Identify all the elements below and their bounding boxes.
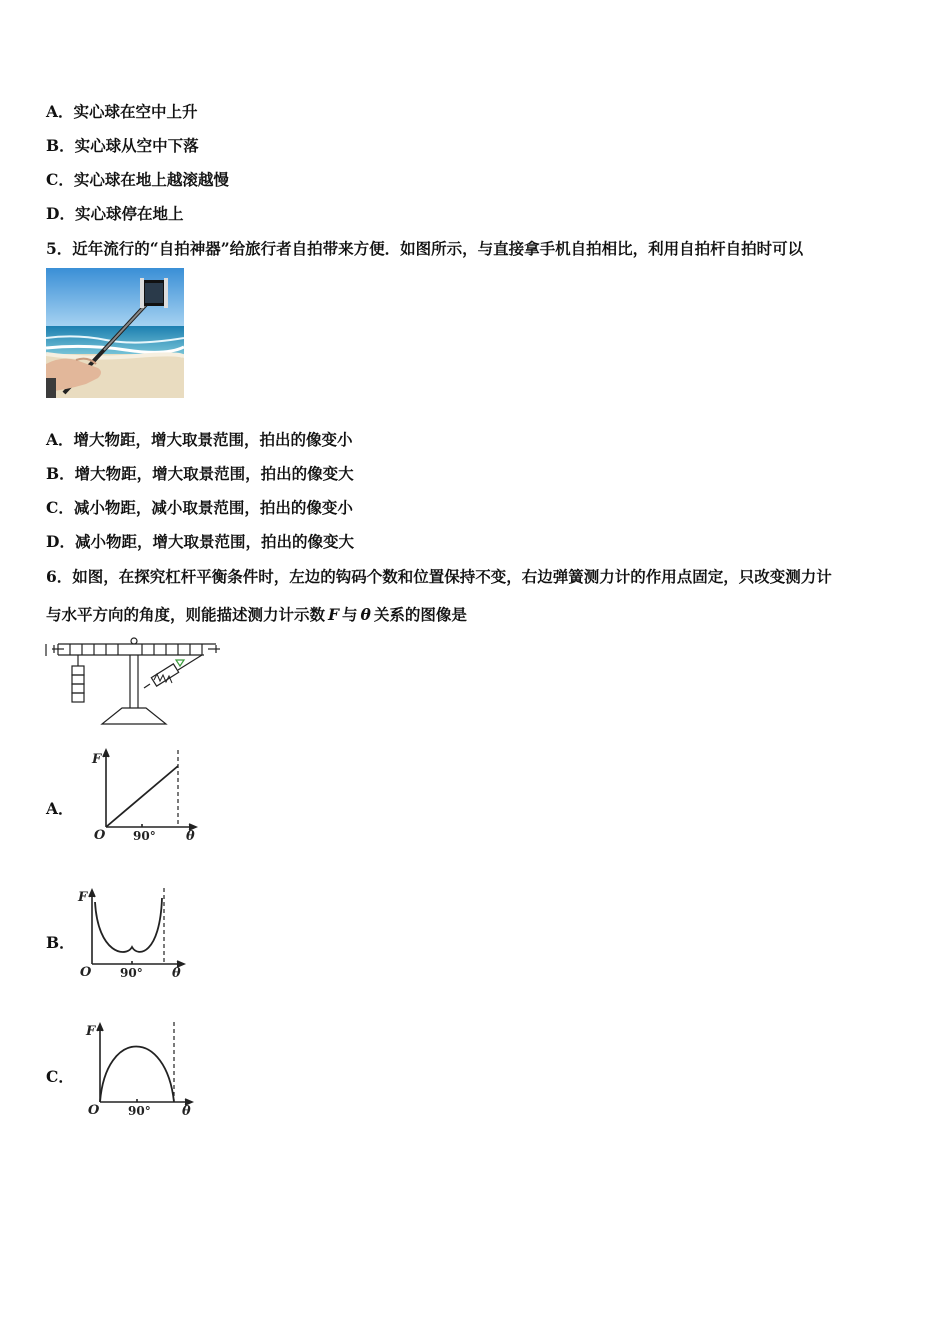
q5-option-a: A．增大物距，增大取景范围，拍出的像变小	[46, 430, 353, 449]
q6-stem-line2-text: 与水平方向的角度，则能描述测力计示数	[46, 605, 326, 624]
selfie-stick-photo	[46, 268, 184, 398]
q6-graph-b-tick: 90°	[120, 966, 143, 980]
q6-stem-mid: 与	[342, 605, 358, 624]
q4-option-d: D．实心球停在地上	[46, 204, 184, 223]
q6-graph-c-y-label: F	[86, 1024, 96, 1039]
q6-graph-b-y-label: F	[78, 890, 88, 905]
q6-graph-a-y-label: F	[92, 752, 102, 767]
q6-var-f: F	[328, 605, 340, 624]
q6-graph-b-origin: O	[80, 965, 92, 980]
q6-graph-a-tick: 90°	[133, 829, 156, 843]
q6-graph-c-tick: 90°	[128, 1104, 151, 1118]
q6-graph-a-x-label: θ	[186, 829, 195, 844]
q6-stem-line1: 6．如图，在探究杠杆平衡条件时，左边的钩码个数和位置保持不变，右边弹簧测力计的作用点固定，只改变测力计	[46, 567, 832, 586]
q6-option-a-label: A．	[46, 799, 74, 818]
q6-graph-c	[84, 1018, 200, 1122]
q6-var-theta: θ	[360, 605, 371, 624]
q6-option-c-label: C．	[46, 1067, 74, 1086]
q4-option-a: A．实心球在空中上升	[46, 102, 198, 121]
lever-apparatus-diagram	[44, 636, 220, 728]
q6-stem-line2	[46, 604, 467, 626]
q6-graph-b-x-label: θ	[172, 966, 181, 981]
q6-option-b-label: B．	[46, 933, 75, 952]
q5-stem: 5．近年流行的“自拍神器”给旅行者自拍带来方便．如图所示，与直接拿手机自拍相比，利用自拍杆自拍时可以	[46, 239, 804, 258]
q4-option-b: B．实心球从空中下落	[46, 136, 199, 155]
q5-option-c: C．减小物距，减小取景范围，拍出的像变小	[46, 498, 353, 517]
q6-graph-a	[88, 746, 204, 846]
q5-option-d: D．减小物距，增大取景范围，拍出的像变大	[46, 532, 354, 551]
q6-graph-b	[76, 884, 192, 984]
q6-graph-c-x-label: θ	[182, 1104, 191, 1119]
q6-graph-a-origin: O	[94, 828, 106, 843]
q6-graph-c-origin: O	[88, 1103, 100, 1118]
q4-option-c: C．实心球在地上越滚越慢	[46, 170, 229, 189]
q6-stem-end: 关系的图像是	[373, 605, 467, 624]
q5-option-b: B．增大物距，增大取景范围，拍出的像变大	[46, 464, 354, 483]
